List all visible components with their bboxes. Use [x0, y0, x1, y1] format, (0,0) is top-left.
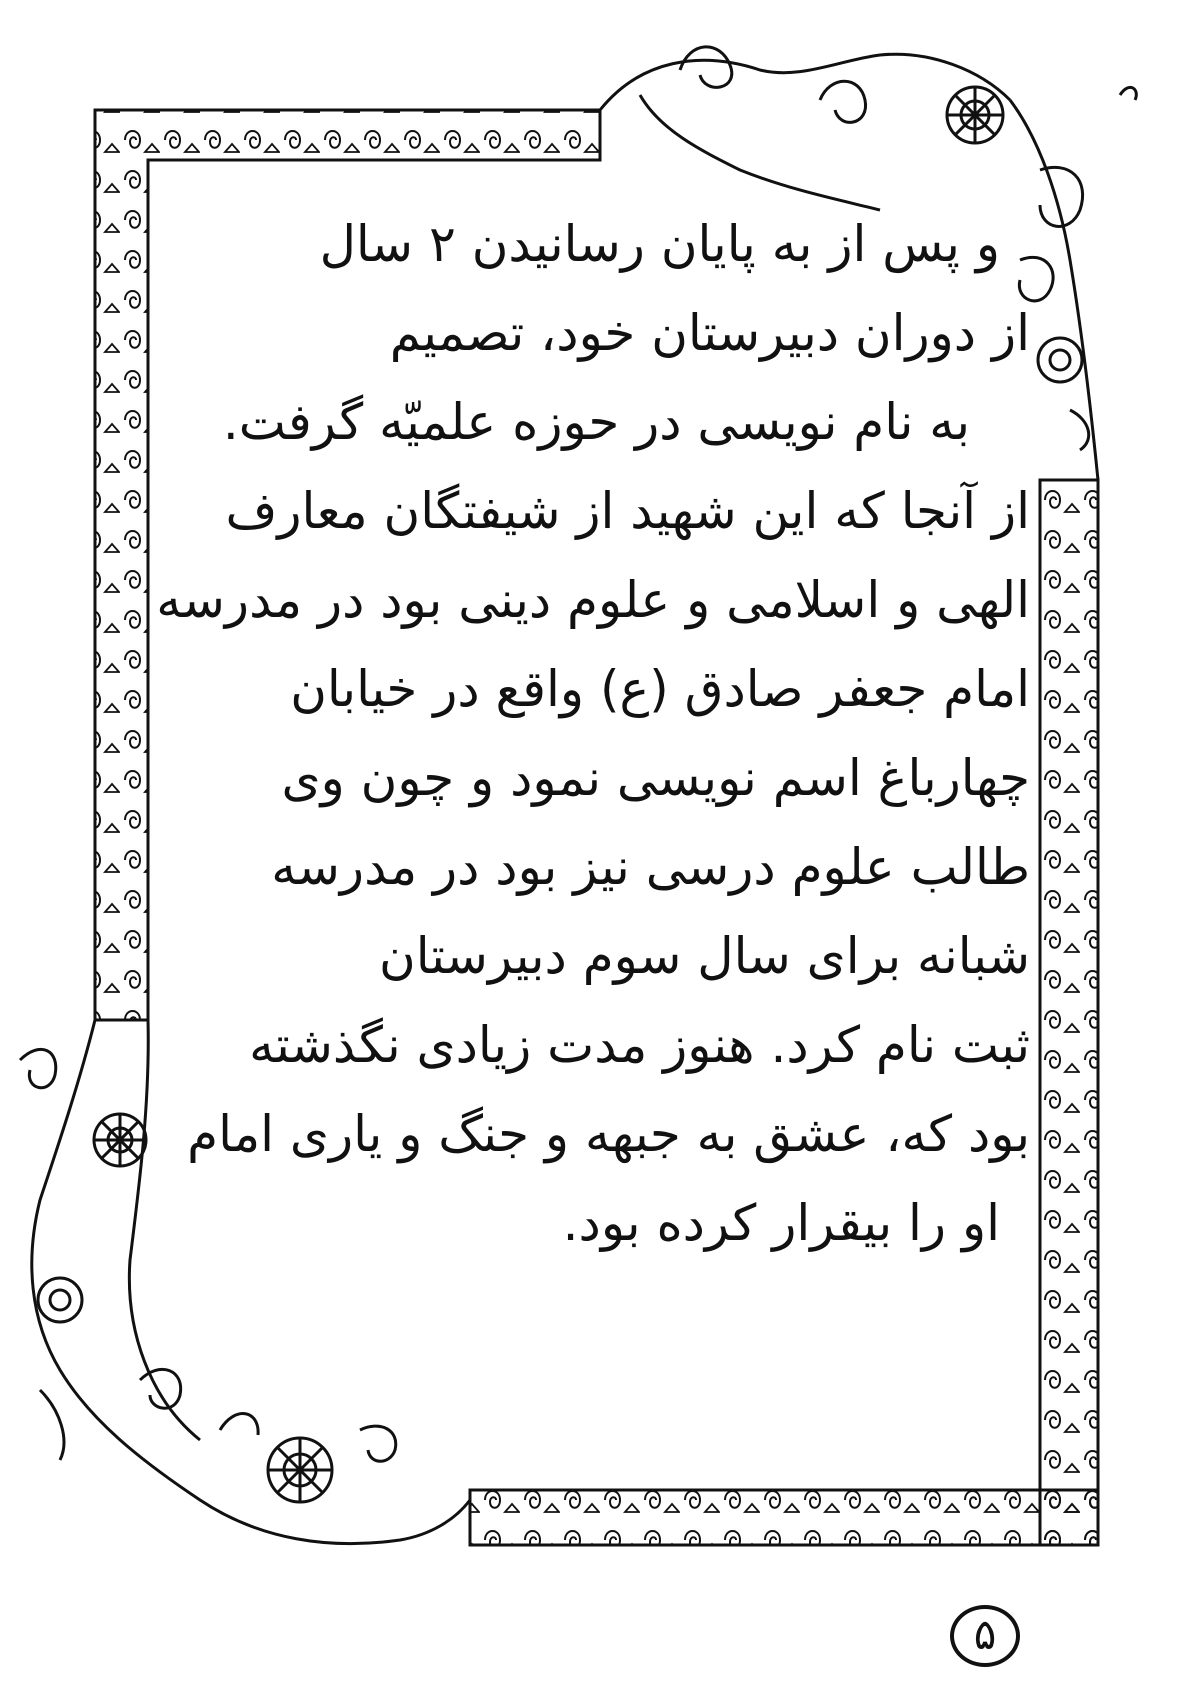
page-number: ۵	[950, 1605, 1020, 1667]
text-line-10: ثبت نام کرد. هنوز مدت زیادی نگذشته	[249, 1016, 1030, 1074]
text-line-2: از دوران دبیرستان خود، تصمیم	[389, 304, 1030, 362]
text-line-5: الهی و اسلامی و علوم دینی بود در مدرسه	[156, 571, 1030, 629]
text-line-3: به نام نویسی در حوزه علمیّه گرفت.	[222, 393, 970, 451]
text-line-8: طالب علوم درسی نیز بود در مدرسه	[271, 838, 1030, 896]
text-line-12: او را بیقرار کرده بود.	[562, 1194, 1000, 1252]
text-line-9: شبانه برای سال سوم دبیرستان	[379, 927, 1030, 985]
text-line-11: بود که، عشق به جبهه و جنگ و یاری امام	[187, 1105, 1030, 1163]
text-line-4: از آنجا که این شهید از شیفتگان معارف	[225, 482, 1030, 540]
text-line-6: امام جعفر صادق (ع) واقع در خیابان	[290, 660, 1030, 718]
body-text	[156, 200, 1030, 1268]
text-line-1: و پس از به پایان رسانیدن ۲ سال	[319, 215, 1000, 273]
text-line-7: چهارباغ اسم نویسی نمود و چون وی	[281, 749, 1030, 807]
